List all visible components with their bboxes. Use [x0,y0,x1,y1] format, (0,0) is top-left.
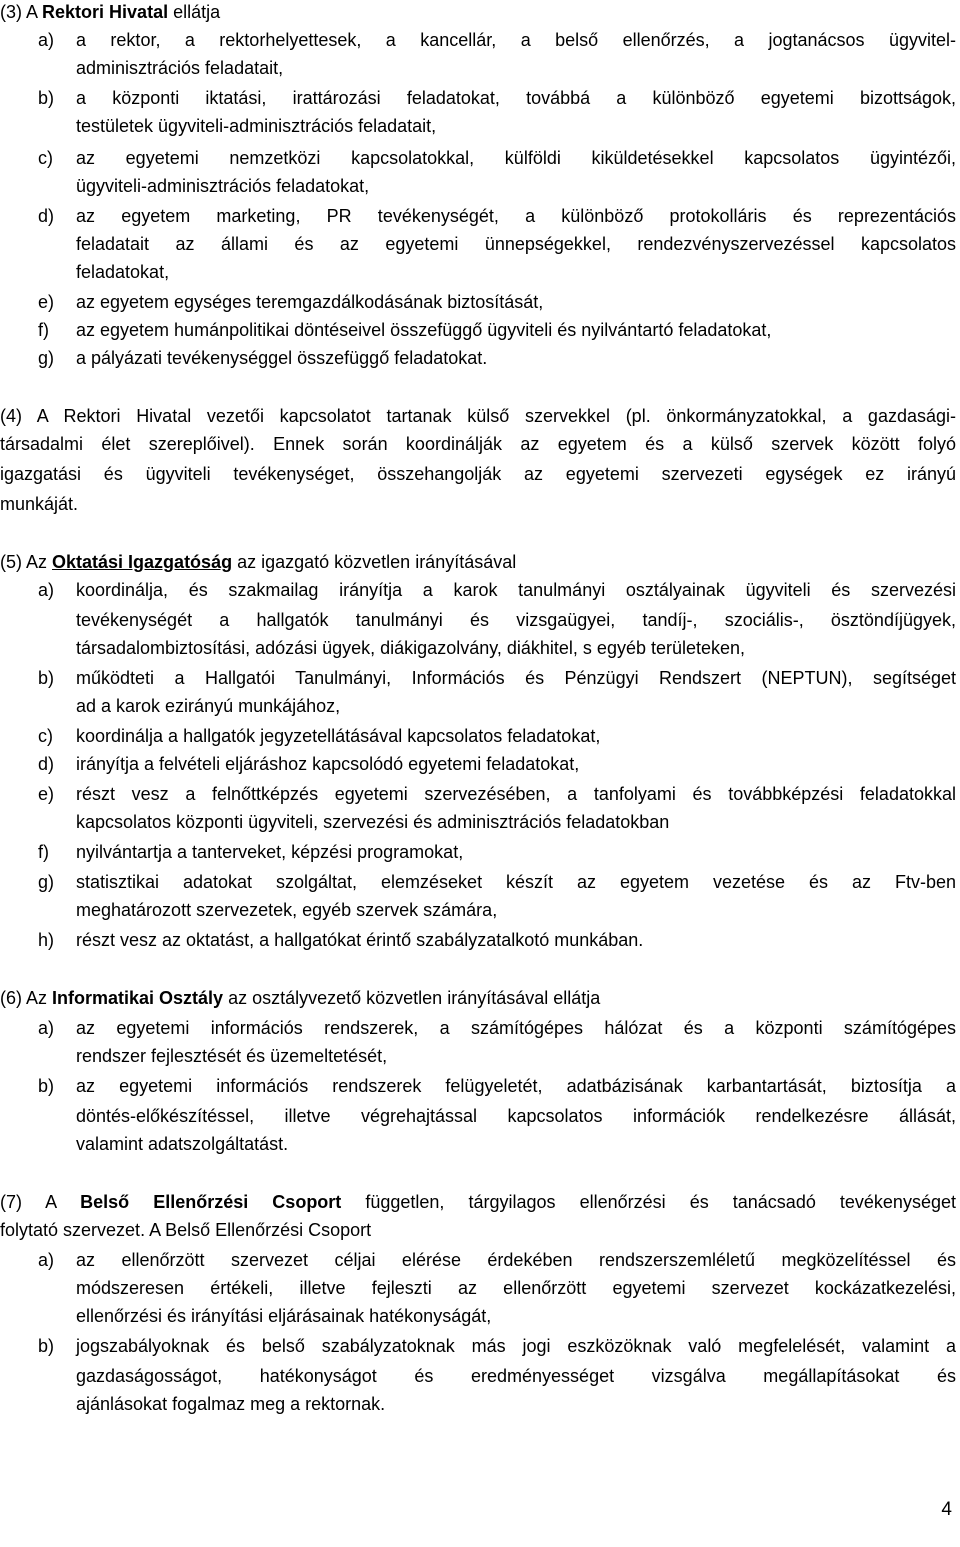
item-text: kapcsolatos központi ügyviteli, szervezési és adminisztrációs feladatokban [76,812,670,832]
section-6-heading [0,984,600,1012]
section-number: (6) Az [0,988,53,1008]
item-label: a) [38,1250,55,1270]
unit-name: Oktatási Igazgatóság [52,552,233,572]
item-text: az egyetemi nemzetközi kapcsolatokkal, külföldi kiküldetésekkel kapcsolatos ügyintézői, [76,148,956,168]
item-label: b) [38,88,55,108]
item-text: részt vesz az oktatást, a hallgatókat érintő szabályzatalkotó munkában. [76,930,644,950]
item-label: f) [38,842,49,862]
item-text: statisztikai adatokat szolgáltat, elemzéseket készít az egyetem vezetése és az Ftv-ben [76,872,956,892]
item-label: e) [38,784,55,804]
item-label: d) [38,754,55,774]
item-text: a pályázati tevékenységgel összefüggő feladatokat. [76,348,488,368]
section-3-heading [0,0,220,26]
item-label: h) [38,930,55,950]
item-text: az egyetem egységes teremgazdálkodásának biztosítását, [76,292,544,312]
item-text: ajánlásokat fogalmaz meg a rektornak. [76,1394,386,1414]
heading-text: az osztályvezető közvetlen irányításával ellátja [223,988,601,1008]
item-text: testületek ügyviteli-adminisztrációs feladatait, [76,116,437,136]
item-text: tevékenységét a hallgatók tanulmányi és vizsgaügyei, tandíj-, szociális-, ösztöndíjügyek, [76,610,956,630]
item-text: koordinálja, és szakmailag irányítja a karok tanulmányi osztályainak ügyviteli és szervezési [76,580,956,600]
paragraph-line: folytató szervezet. A Belső Ellenőrzési Csoport [0,1220,372,1240]
item-text: nyilvántartja a tanterveket, képzési programokat, [76,842,464,862]
item-text: ellenőrzési és irányítási eljárásainak hatékonyságát, [76,1306,492,1326]
item-label: a) [38,1018,55,1038]
item-text: valamint adatszolgáltatást. [76,1134,289,1154]
item-label: f) [38,320,49,340]
item-text: a központi iktatási, irattározási feladatokat, továbbá a különböző egyetemi bizottságok, [76,88,956,108]
item-label: d) [38,206,55,226]
item-text: jogszabályoknak és belső szabályzatoknak más jogi eszközöknak való megfelelését, valamint a [76,1336,956,1356]
item-label: g) [38,348,55,368]
item-label: c) [38,726,53,746]
heading-text: az igazgató közvetlen irányításával [232,552,517,572]
item-text: feladatait az állami és az egyetemi ünnepségekkel, rendezvényszervezéssel kapcsolatos [76,234,956,254]
item-label: g) [38,872,55,892]
item-text: döntés-előkészítéssel, illetve végrehajtással kapcsolatos információk rendelkezésre állását, [76,1106,956,1126]
heading-text: ellátja [168,2,221,22]
item-text: az egyetem humánpolitikai döntéseivel összefüggő ügyviteli és nyilvántartó feladatokat, [76,320,772,340]
section-number: (5) Az [0,552,53,572]
item-text: működteti a Hallgatói Tanulmányi, Információs és Pénzügyi Rendszert (NEPTUN), segítséget [76,668,956,688]
heading-text: független, tárgyilagos ellenőrzési és tanácsadó tevékenységet [341,1192,956,1212]
unit-name: Belső Ellenőrzési Csoport [80,1192,342,1212]
section-5-heading [0,548,516,576]
item-text: az ellenőrzött szervezet céljai elérése érdekében rendszerszemléletű megközelítéssel és [76,1250,956,1270]
item-text: meghatározott szervezetek, egyéb szervek számára, [76,900,498,920]
paragraph-line: (4) A Rektori Hivatal vezetői kapcsolatot tartanak külső szervekkel (pl. önkormányzatokkal, a gazdasági- [0,406,956,426]
item-text: módszeresen értékeli, illetve fejleszti az ellenőrzött egyetemi szervezet kockázatkezelési, [76,1278,956,1298]
item-label: a) [38,30,55,50]
item-text: a rektor, a rektorhelyettesek, a kancellár, a belső ellenőrzés, a jogtanácsos ügyvitel- [76,30,956,50]
item-label: b) [38,668,55,688]
item-text: irányítja a felvételi eljáráshoz kapcsolódó egyetemi feladatokat, [76,754,580,774]
item-text: adminisztrációs feladatait, [76,58,284,78]
paragraph-line: társadalmi élet szereplőivel). Ennek során koordinálják az egyetem és a külső szervek között folyó [0,434,956,454]
paragraph-line: munkáját. [0,494,79,514]
item-label: e) [38,292,55,312]
section-number: (3) A [0,2,43,22]
item-text: koordinálja a hallgatók jegyzetellátásával kapcsolatos feladatokat, [76,726,601,746]
item-label: a) [38,580,55,600]
item-label: b) [38,1336,55,1356]
item-text: rendszer fejlesztését és üzemeltetését, [76,1046,388,1066]
page-number: 4 [941,1499,952,1520]
paragraph-line: igazgatási és ügyviteli tevékenységet, összehangolják az egyetemi szervezeti egységek ez irányú [0,464,956,484]
item-text: részt vesz a felnőttképzés egyetemi szervezésében, a tanfolyami és továbbképzési feladatokkal [76,784,956,804]
item-text: ügyviteli-adminisztrációs feladatokat, [76,176,370,196]
unit-name: Rektori Hivatal [42,2,169,22]
unit-name: Informatikai Osztály [52,988,224,1008]
item-text: gazdaságosságot, hatékonyságot és eredményességet vizsgálva megállapításokat és [76,1366,956,1386]
item-text: feladatokat, [76,262,170,282]
item-text: az egyetem marketing, PR tevékenységét, a különböző protokolláris és reprezentációs [76,206,956,226]
item-text: társadalombiztosítási, adózási ügyek, diákigazolvány, diákhitel, s egyéb területeken, [76,638,746,658]
item-text: az egyetemi információs rendszerek, a számítógépes hálózat és a központi számítógépes [76,1018,956,1038]
item-text: az egyetemi információs rendszerek felügyeletét, adatbázisának karbantartását, biztosítja a [76,1076,956,1096]
item-text: ad a karok ezirányú munkájához, [76,696,341,716]
section-number: (7) A [0,1192,81,1212]
section-7-heading [0,1188,956,1216]
item-label: c) [38,148,53,168]
item-label: b) [38,1076,55,1096]
